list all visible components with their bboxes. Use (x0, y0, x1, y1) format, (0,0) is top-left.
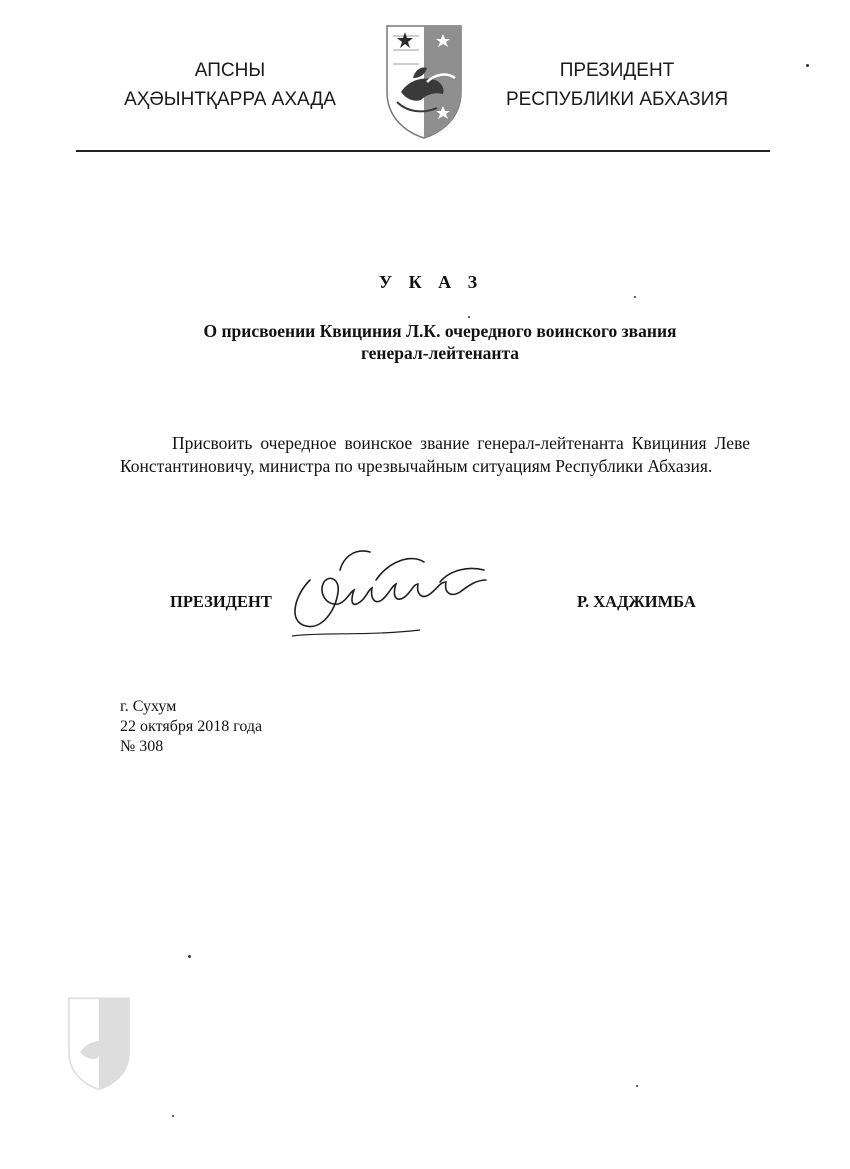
header-right-line1: ПРЕЗИДЕНТ (559, 60, 675, 81)
document-footer (120, 697, 262, 757)
watermark-emblem-icon (65, 995, 133, 1091)
header-right-block (492, 56, 742, 114)
header-left-line2: АҲӘЫНТҚАРРА АХАДА (124, 89, 336, 110)
coat-of-arms-icon (383, 22, 465, 140)
header-left-block (105, 56, 355, 114)
scan-speck (172, 1115, 174, 1117)
subtitle-line1: О присвоении Квициния Л.К. очередного воинского звания (203, 321, 677, 341)
scan-speck (634, 296, 636, 298)
scan-speck (188, 955, 191, 958)
issue-date: 22 октября 2018 года (120, 718, 263, 735)
subtitle-line2: генерал-лейтенанта (360, 343, 520, 363)
scan-speck (468, 316, 470, 318)
header-right-line2: РЕСПУБЛИКИ АБХАЗИЯ (505, 89, 729, 110)
header-left-line1: АПСНЫ (194, 60, 266, 81)
scan-speck (636, 1085, 638, 1087)
decree-body-text: Присвоить очередное воинское звание генерал-лейтенанта Квициния Леве Константиновичу, министра по чрезвычайным ситуациям Республики Абхазия. (120, 433, 750, 476)
header-divider (76, 150, 770, 152)
signature-image (280, 540, 530, 640)
signatory-name: Р. ХАДЖИМБА (577, 592, 696, 611)
decree-body (120, 432, 750, 478)
issue-place: г. Сухум (120, 698, 177, 715)
document-subtitle (140, 320, 740, 364)
scan-speck (806, 64, 809, 67)
decree-number: № 308 (120, 738, 164, 755)
signature-title: ПРЕЗИДЕНТ (170, 592, 272, 611)
document-title: У К А З (378, 272, 484, 292)
